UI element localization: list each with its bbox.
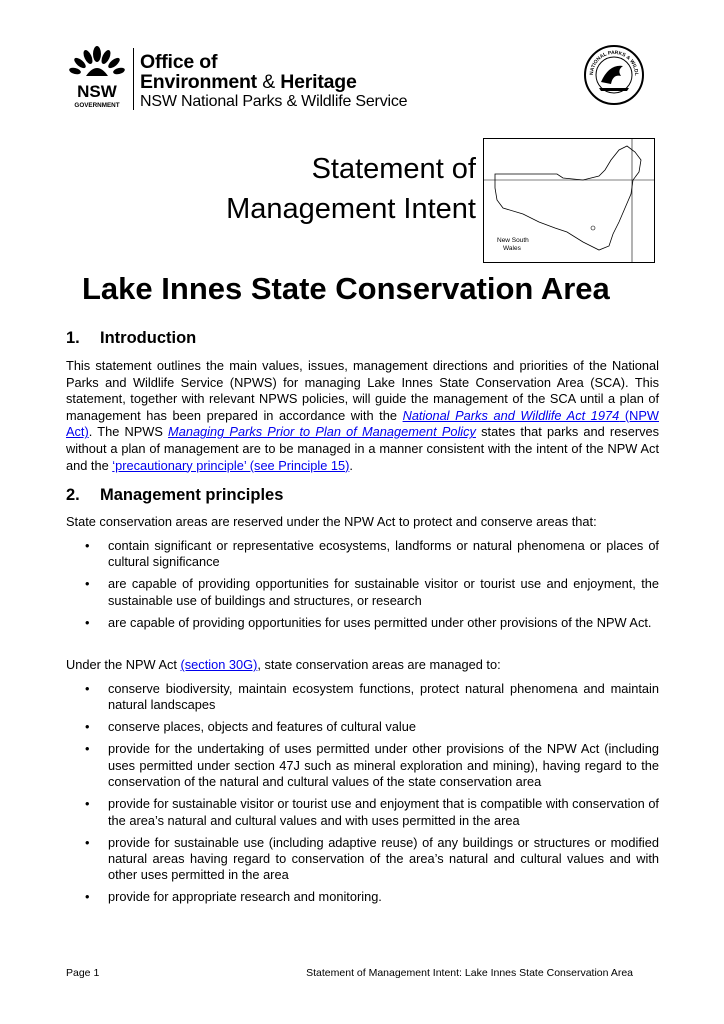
bullet: • — [85, 719, 90, 735]
bullet: • — [85, 834, 90, 850]
intro-text-3: states that parks and reserves without a plan of management are to be managed in a manner consistent with the intent of the NPW Act and the — [66, 424, 659, 473]
list-item — [66, 719, 659, 735]
principles-intro-paragraph: State conservation areas are reserved under the NPW Act to protect and conserve areas that: — [66, 514, 597, 529]
map-label-line1: New South — [497, 237, 529, 244]
intro-text-2: . The NPWS — [88, 424, 169, 440]
list-item-text: are capable of providing opportunities for uses permitted under other provisions of the NPW Act. — [108, 614, 652, 630]
intro-text-4: . — [349, 457, 353, 473]
nsw-locator-map — [483, 138, 655, 263]
section-title: Management principles — [100, 486, 284, 504]
agency-name-line2 — [140, 72, 357, 92]
bullet: • — [85, 796, 90, 812]
agency-environment: Environment — [140, 71, 257, 93]
list-item — [66, 741, 659, 790]
npw-act-abbrev-link[interactable]: (NPW Act) — [66, 407, 659, 440]
nsw-waratah-logo — [66, 44, 128, 110]
principles-list-1 — [66, 538, 659, 637]
list-item-text: conserve biodiversity, maintain ecosystem functions, protect natural phenomena and maintain natural landscapes — [108, 681, 659, 713]
footer-document-title: Statement of Management Intent: Lake Innes State Conservation Area — [306, 967, 633, 979]
map-label-line2: Wales — [503, 245, 521, 252]
logo-divider — [133, 48, 134, 110]
managing-parks-policy-link[interactable]: Managing Parks Prior to Plan of Management Policy — [168, 424, 476, 440]
document-title: Lake Innes State Conservation Area — [82, 271, 610, 306]
npws-seal-logo — [583, 44, 645, 106]
list-item-text: conserve places, objects and features of cultural value — [108, 719, 417, 735]
statement-title-line2: Management Intent — [226, 193, 476, 225]
list-item — [66, 835, 659, 884]
bullet: • — [85, 538, 90, 553]
section-title: Introduction — [100, 329, 197, 347]
intro2-text-pre: Under the NPW Act — [66, 657, 181, 672]
statement-title-line1: Statement of — [311, 153, 476, 185]
list-item — [66, 615, 659, 631]
bullet: • — [85, 741, 90, 757]
footer-page-number: Page 1 — [66, 967, 100, 979]
list-item — [66, 681, 659, 714]
introduction-paragraph — [66, 358, 659, 474]
agency-name-line1: Office of — [140, 51, 218, 73]
list-item-text: contain significant or representative ecosystems, landforms or natural phenomena or places of cultural significance — [108, 538, 659, 570]
section-heading-introduction — [66, 328, 196, 348]
list-item — [66, 576, 659, 609]
nsw-logo-text: NSW — [77, 82, 117, 101]
npw-act-link[interactable]: National Parks and Wildlife Act 1974 — [402, 407, 620, 423]
list-item-text: provide for sustainable use (including adaptive reuse) of any buildings or structures or modified natural areas having regard to conservation of the area’s natural and cultural values and with other uses permitted in the area — [108, 834, 659, 883]
npw-act-management-paragraph — [66, 657, 659, 674]
list-item — [66, 538, 659, 571]
bullet: • — [85, 681, 90, 696]
section-30g-link[interactable]: (section 30G) — [180, 657, 258, 672]
list-item-text: provide for appropriate research and monitoring. — [108, 889, 382, 905]
list-item-text: provide for sustainable visitor or tourist use and enjoyment that is compatible with conservation of the area’s natural and cultural values and with uses permitted in the area — [108, 796, 659, 828]
bullet: • — [85, 889, 90, 905]
list-item-text: are capable of providing opportunities for sustainable visitor or tourist use and enjoyment, the sustainable use of buildings and structures, or research — [108, 576, 659, 608]
intro2-text-post: , state conservation areas are managed to: — [257, 657, 501, 672]
section-number: 2. — [66, 486, 80, 504]
list-item — [66, 889, 659, 905]
section-heading-management-principles — [66, 485, 283, 505]
section-number: 1. — [66, 329, 80, 347]
principles-list-2 — [66, 681, 659, 911]
seal-text: NATIONAL PARKS & WILDL — [588, 49, 640, 76]
intro-text-1: This statement outlines the main values, issues, management directions and priorities of the National Parks and Wildlife Service (NPWS) for managing Lake Innes State Conservation Area (SCA). This statement, together with relevant NPWS policies, will guide the management of the SCA until a plan of management has been prepared in accordance with the — [66, 358, 659, 423]
agency-name-line3: NSW National Parks & Wildlife Service — [140, 93, 408, 110]
bullet: • — [85, 614, 90, 630]
nsw-logo-subtext: GOVERNMENT — [74, 102, 120, 109]
list-item-text: provide for the undertaking of uses permitted under other provisions of the NPW Act (including uses permitted under section 47J such as mineral exploration and mining), having regard to the conservation of the natural and cultural values of the state conservation area — [108, 741, 659, 790]
precautionary-principle-link[interactable]: ‘precautionary principle’ (see Principle 15) — [112, 457, 350, 473]
agency-ampersand: & — [262, 71, 276, 93]
bullet: • — [85, 576, 90, 592]
agency-heritage: Heritage — [280, 71, 357, 93]
list-item — [66, 796, 659, 829]
